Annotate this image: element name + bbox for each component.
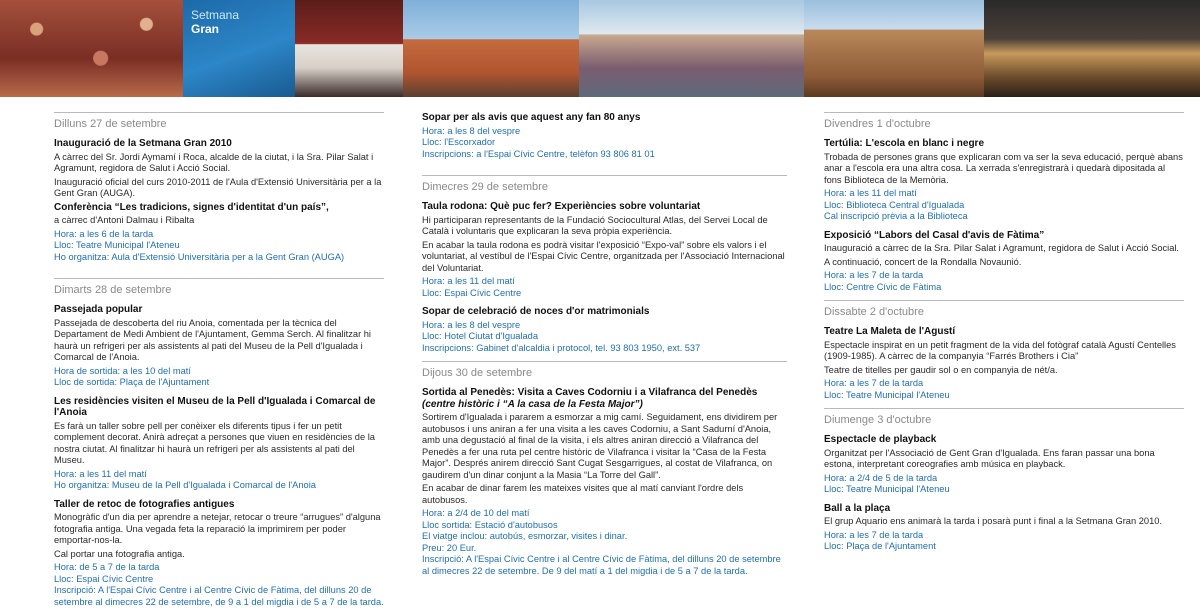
day-heading: Dilluns 27 de setembre	[54, 118, 167, 130]
event-registration: Inscripció: A l'Espai Cívic Centre i al Centre Cívic de Fàtima, del dilluns 20 de setembre al dimecres 22 de setembre. De 9 del matí a 1 del migdia i de 5 a 7 de la tarda.	[422, 554, 781, 576]
event-place: Lloc: Espai Cívic Centre	[422, 287, 522, 298]
event-title: Sopar de celebració de noces d'or matrimonials	[422, 306, 650, 317]
event-desc: Teatre de titelles per gaudir sol o en companyia de nét/a.	[824, 364, 1058, 375]
event-desc: En acabar la taula rodona es podrà visitar l'exposició “Expo-val” sobre els valors i el voluntariat, al vestíbul de l'Espai Cívic Centre, organitzada per l'Associació Internacional del Voluntariat.	[422, 239, 785, 273]
event	[422, 306, 787, 354]
event-place: Lloc: Biblioteca Central d'Igualada	[824, 199, 965, 210]
event	[824, 326, 1184, 401]
event-desc: Sortirem d'Igualada i pararem a esmorzar a mig camí. Seguidament, ens dividirem per autobusos i uns aniran a fer una visita a les caves Codorniu, a Sant Sadurní d'Anoia, amb una degustació al final de la visita, i els altres aniran direcció a Vilafranca del Penedès a fer una ruta pel centre històric de Vilafranca i visitar la “Casa de la Festa Major”. Després anirem direcció Sant Cugat Sesgarrigues, al costat de Vilafranca, on gaudirem d'un dinar conjunt a la Masia “La Torre del Gall”.	[422, 412, 778, 480]
event-desc: Espectacle inspirat en un petit fragment de la vida del fotògraf català Agustí Centelles (1909-1985). A càrrec de la companyia “Farrés Brothers i Cia”	[824, 339, 1176, 361]
event-price: Preu: 20 Eur.	[422, 542, 477, 553]
day-heading: Dissabte 2 d'octubre	[824, 306, 924, 318]
event	[422, 201, 787, 299]
event	[824, 434, 1184, 496]
day-section	[54, 278, 384, 608]
column-left	[54, 112, 384, 615]
day-section	[422, 361, 787, 577]
event-time: Hora: a 2/4 de 5 de la tarda	[824, 472, 938, 483]
event-title: Passejada popular	[54, 304, 143, 315]
event	[824, 503, 1184, 553]
photo-conference	[295, 0, 403, 97]
event-time: Hora: a les 11 del matí	[422, 276, 515, 286]
event-desc: Es farà un taller sobre pell per conèixer els diferents tipus i fer un petit complement decorat. Anirà adreçat a persones que viuen en residències de la nostra ciutat. Al finalitzar hi haurà un refrigeri per als assistents al pati del Museu.	[54, 420, 375, 465]
event-includes: El viatge inclou: autobús, esmorzar, visites i dinar.	[422, 531, 628, 541]
event-place: Lloc: Hotel Ciutat d'Igualada	[422, 331, 538, 341]
event-time: Hora: de 5 a 7 de la tarda	[54, 562, 160, 572]
event-subtitle: Conferència “Les tradicions, signes d'identitat d'un país”,	[54, 201, 329, 213]
event-registration: Inscripcions: Gabinet d'alcaldia i protocol, tel. 93 803 1950, ext. 537	[422, 342, 701, 353]
event-desc: Monogràfic d'un dia per aprendre a netejar, retocar o treure “arrugues” d'alguna fotografia antiga. Una vegada feta la reparació la imprimirem per poder emportar-nos-la.	[54, 512, 381, 545]
event-place: Lloc: Teatre Municipal l'Ateneu	[824, 389, 950, 400]
event-place: Lloc sortida: Estació d'autobusos	[422, 519, 558, 530]
event-title: Sopar per als avis que aquest any fan 80 anys	[422, 112, 641, 123]
event-title: Inauguració de la Setmana Gran 2010	[54, 138, 232, 149]
photo-building	[403, 0, 579, 97]
event-desc: En acabar de dinar farem les mateixes visites que al matí canviant l'ordre dels autobusos.	[422, 483, 744, 505]
day-section	[422, 175, 787, 354]
event	[54, 304, 384, 389]
event-registration: Inscripcions: a l'Espai Cívic Centre, telèfon 93 806 81 01	[422, 148, 655, 159]
day-heading: Diumenge 3 d'octubre	[824, 414, 932, 426]
event-title: Espectacle de playback	[824, 434, 937, 445]
event-organizer: Ho organitza: Aula d'Extensió Universitària per a la Gent Gran (AUGA)	[54, 251, 345, 262]
event	[54, 499, 384, 609]
event-title: Les residències visiten el Museu de la Pell d'Igualada i Comarcal de l'Anoia	[54, 395, 376, 418]
event-place: Lloc: Centre Cívic de Fàtima	[824, 281, 942, 292]
event-place: Lloc: Espai Cívic Centre	[54, 573, 154, 584]
photo-banner	[0, 0, 1200, 97]
event-desc: Passejada de descoberta del riu Anoia, comentada per la tècnica del Departament de Medi Ambient de l'Ajuntament, Gemma Serch. Al finalitzar hi haurà un refrigeri per als assistents al pati del Museu de la Pell d'Igualada i Comarcal de l'Anoia.	[54, 317, 371, 362]
event-time: Hora: a les 6 de la tarda	[54, 228, 154, 239]
event	[54, 138, 384, 263]
event-time: Hora: a les 11 del matí	[54, 468, 147, 479]
event-title: Taula rodona: Què puc fer? Experiències sobre voluntariat	[422, 201, 701, 212]
event-desc: El grup Aquario ens animarà la tarda i posarà punt i final a la Setmana Gran 2010.	[824, 516, 1162, 526]
day-heading: Dijous 30 de setembre	[422, 367, 533, 379]
day-heading: Dimarts 28 de setembre	[54, 284, 172, 296]
photo-cellar	[804, 0, 984, 97]
event-registration: Inscripció: A l'Espai Cívic Centre i al Centre Cívic de Fàtima, del dilluns 20 de setembre al dimecres 22 de setembre, de 9 a 1 del migdia i de 5 a 7 de la tarda.	[54, 585, 384, 607]
event-place: Lloc: Plaça de l'Ajuntament	[824, 541, 936, 551]
event	[54, 396, 384, 492]
banner-label-bottom: Gran	[191, 22, 220, 36]
event-desc: Organitzat per l'Associació de Gent Gran d'Igualada. Ens faran passar una bona estona, interpretant coreografies amb música en playback.	[824, 447, 1155, 469]
event	[422, 387, 787, 577]
event-title: Teatre La Maleta de l'Agustí	[824, 326, 956, 337]
event	[824, 138, 1184, 223]
event-time: Hora: a les 7 de la tarda	[824, 270, 924, 280]
event-title	[422, 387, 787, 410]
event-organizer: Ho organitza: Museu de la Pell d'Igualada i Comarcal de l'Anoia	[54, 480, 316, 490]
event-title: Ball a la plaça	[824, 502, 891, 514]
event-title-main: Sortida al Penedès: Visita a Caves Codorniu i a Vilafranca del Penedès	[422, 387, 758, 398]
banner-title-panel	[183, 0, 295, 97]
event-time: Hora: a les 7 de la tarda	[824, 529, 924, 540]
event-registration: Cal inscripció prèvia a la Biblioteca	[824, 211, 968, 221]
event	[824, 230, 1184, 294]
event-time: Hora: a 2/4 de 10 del matí	[422, 508, 530, 518]
event-time: Hora: a les 8 del vespre	[422, 125, 521, 136]
event-place: Lloc: Teatre Municipal l'Ateneu	[54, 240, 180, 250]
photo-square-night	[984, 0, 1200, 97]
day-section	[824, 300, 1184, 401]
photo-group	[579, 0, 804, 97]
column-right	[824, 112, 1184, 560]
day-section	[824, 408, 1184, 553]
event-time: Hora: a les 11 del matí	[824, 188, 917, 198]
event-title-detail: (centre històric i “A la casa de la Festa Major”)	[422, 398, 643, 410]
event-desc: Trobada de persones grans que explicaran com va ser la seva educació, perquè abans anar a l'escola era una altra cosa. La xerrada s'enregistrarà i quedarà dipositada al fons Biblioteca de la Memòria.	[824, 151, 1183, 185]
event-desc: Inauguració a càrrec de la Sra. Pilar Salat i Agramunt, regidora de Salut i Acció Social.	[824, 243, 1180, 253]
event-time: Hora de sortida: a les 10 del matí	[54, 365, 191, 376]
event-place: Lloc: Teatre Municipal l'Ateneu	[824, 484, 950, 494]
day-section	[54, 112, 384, 263]
day-section	[824, 112, 1184, 293]
day-heading: Divendres 1 d'octubre	[824, 118, 931, 130]
day-heading: Dimecres 29 de setembre	[422, 181, 548, 193]
event-desc: Hi participaran representants de la Fundació Sociocultural Atlas, del Servei Local de Català i voluntaris que explicaran la seva pròpia experiència.	[422, 214, 768, 236]
event-title: Taller de retoc de fotografies antigues	[54, 498, 235, 510]
banner-label-top: Setmana	[191, 8, 240, 22]
photo-audience	[0, 0, 183, 97]
event-desc: Cal portar una fotografia antiga.	[54, 548, 185, 559]
event-desc: A continuació, concert de la Rondalla Novaunió.	[824, 256, 1022, 267]
event-desc: A càrrec del Sr. Jordi Aymamí i Roca, alcalde de la ciutat, i la Sra. Pilar Salat i Agramunt, regidora de Salut i Acció Social.	[54, 151, 374, 173]
event-desc: Inauguració oficial del curs 2010-2011 de l'Aula d'Extensió Universitària per a la Gent Gran (AUGA).	[54, 176, 382, 198]
event-place: Lloc: l'Escorxador	[422, 137, 496, 147]
event-place: Lloc de sortida: Plaça de l'Ajuntament	[54, 377, 210, 387]
event-desc: a càrrec d'Antoni Dalmau i Ribalta	[54, 215, 195, 225]
event-time: Hora: a les 8 del vespre	[422, 319, 521, 330]
event	[422, 112, 787, 160]
event-title: Tertúlia: L'escola en blanc i negre	[824, 138, 985, 149]
event-time: Hora: a les 7 de la tarda	[824, 378, 924, 388]
column-middle	[422, 112, 787, 584]
event-title: Exposició “Labors del Casal d'avis de Fàtima”	[824, 229, 1045, 241]
